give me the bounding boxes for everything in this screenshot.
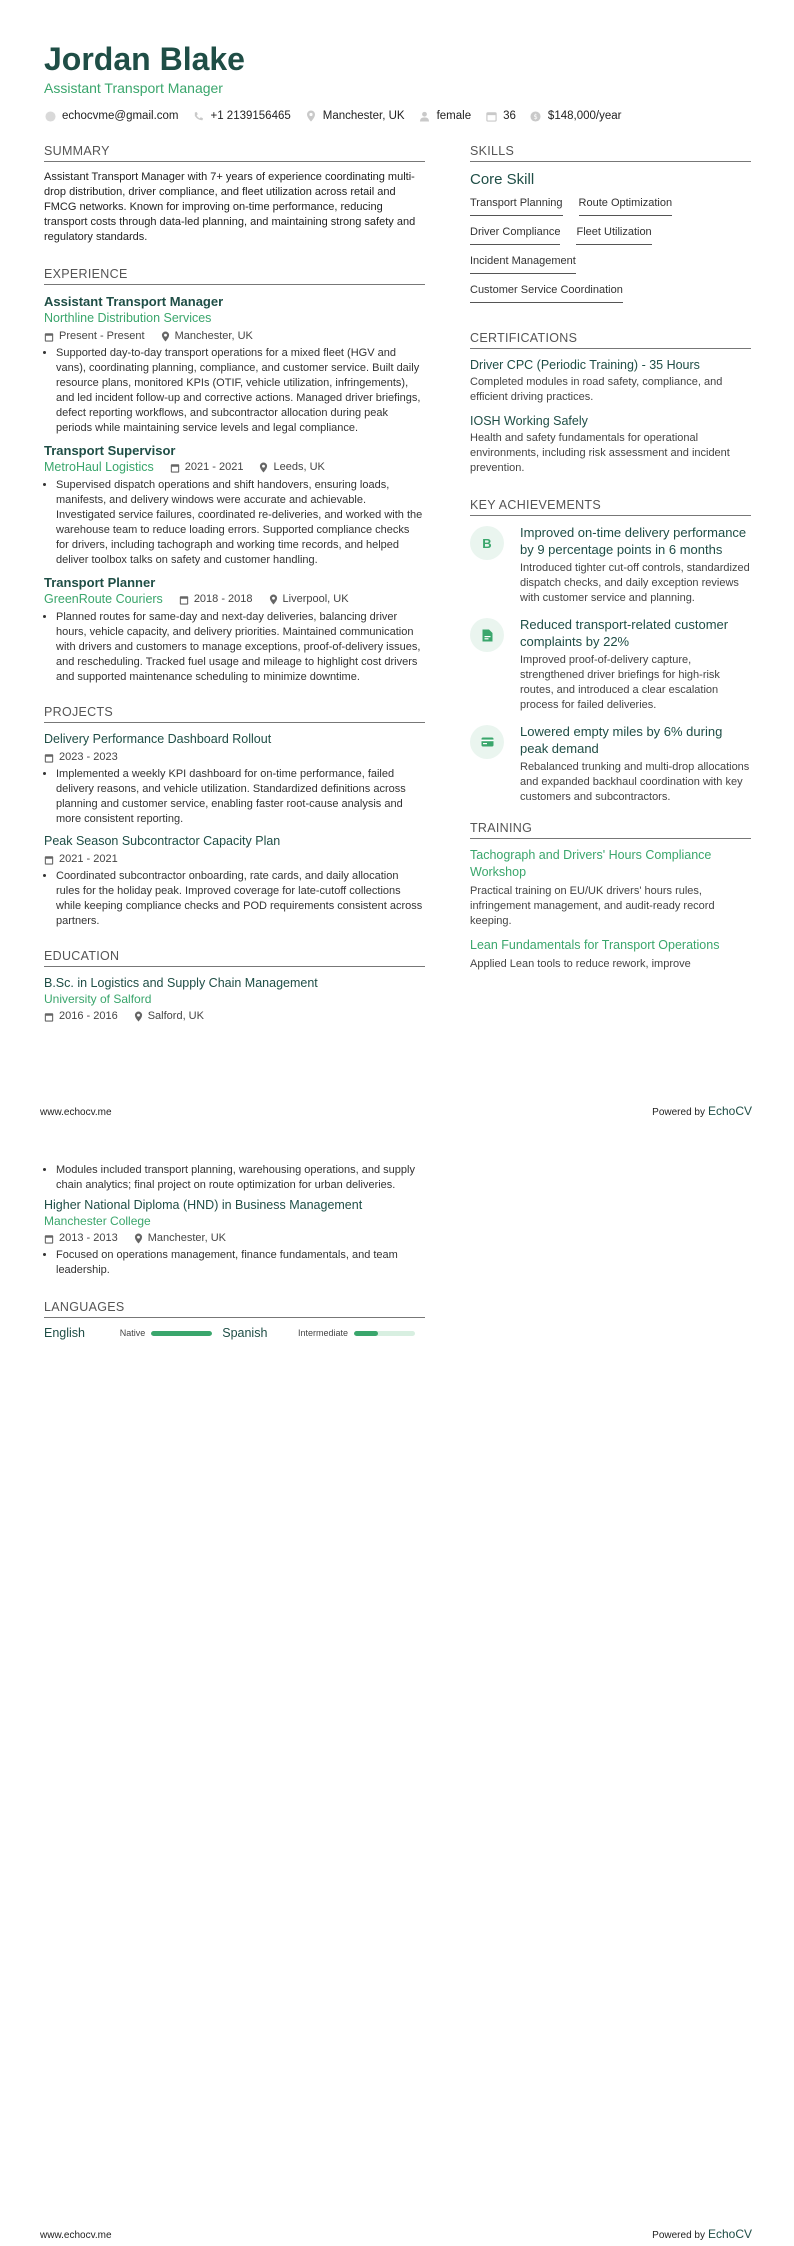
- left-column-continued: [44, 1163, 425, 1340]
- job-bullets: [44, 610, 425, 685]
- card-icon: [470, 725, 504, 759]
- calendar-icon: [44, 753, 54, 763]
- candidate-name: Jordan Blake: [44, 41, 245, 77]
- language-bar-fill: [354, 1331, 378, 1336]
- gender-text: female: [436, 110, 472, 122]
- skill-tag: Customer Service Coordination: [470, 280, 623, 303]
- education-dates: 2016 - 2016: [59, 1010, 118, 1022]
- job-entry: [44, 574, 425, 685]
- job-meta: [44, 459, 425, 476]
- education-degree: B.Sc. in Logistics and Supply Chain Management: [44, 976, 318, 990]
- education-location: Manchester, UK: [147, 1232, 226, 1244]
- job-bullet: • Supervised dispatch operations and shift handovers, ensuring loads, manifests, and delivery windows were accurate and achievable. Investigated service failures, coordinated re-deliveries, and worked with the warehouse team to reduce loading errors. Supported compliance checks for drivers, including tachograph and working time records, and helped deliver toolbox talks on safety and customer handling.: [56, 478, 425, 568]
- training-desc: Practical training on EU/UK drivers' hours rules, infringement management, and audit-ready record keeping.: [470, 885, 715, 927]
- education-school: Manchester College: [44, 1214, 151, 1228]
- education-location: Salford, UK: [147, 1010, 204, 1022]
- page-footer: [40, 2227, 752, 2241]
- left-column: [44, 144, 425, 1024]
- languages-heading: LANGUAGES: [44, 1300, 425, 1318]
- person-icon: [419, 110, 431, 122]
- certification-entry: [470, 357, 751, 405]
- footer-brand: EchoCV: [707, 2227, 752, 2241]
- page-2: [0, 1123, 794, 2246]
- job-title: Assistant Transport Manager: [44, 294, 224, 309]
- language-level: Native: [119, 1328, 146, 1338]
- achievement-entry: [470, 616, 751, 713]
- location-pin-icon: [269, 594, 278, 605]
- money-icon: [530, 110, 542, 122]
- contact-gender: [419, 110, 472, 122]
- calendar-icon: [44, 332, 54, 342]
- certification-entry: [470, 413, 751, 476]
- footer-powered-label: Powered by: [652, 1107, 705, 1118]
- skill-tag: Fleet Utilization: [576, 222, 651, 245]
- skill-tag: Incident Management: [470, 251, 576, 274]
- calendar-icon: [44, 1234, 54, 1244]
- languages-list: [44, 1326, 425, 1340]
- certifications-heading: CERTIFICATIONS: [470, 331, 751, 349]
- training-title: Lean Fundamentals for Transport Operations: [470, 938, 720, 952]
- job-bullet: • Supported day-to-day transport operations for a mixed fleet (HGV and vans), coordinating planning, compliance, and customer service. Built daily resource plans, monitored KPIs (OTIF, vehicle utilization, infringements), and led incident follow-up and corrective actions. Managed driver briefings, defect reporting workflows, and subcontractor allocation during peak periods while maintaining service levels and legal compliance.: [56, 346, 425, 436]
- summary-heading: SUMMARY: [44, 144, 425, 162]
- achievement-entry: [470, 723, 751, 805]
- certification-title: Driver CPC (Periodic Training) - 35 Hours: [470, 358, 700, 372]
- achievement-entry: [470, 524, 751, 606]
- skills-heading: SKILLS: [470, 144, 751, 162]
- phone-text: +1 2139156465: [210, 110, 291, 122]
- right-column: [470, 144, 751, 972]
- calendar-icon: [44, 1012, 54, 1022]
- location-pin-icon: [134, 1233, 143, 1244]
- svg-text:$: $: [533, 112, 539, 121]
- contact-age: [485, 110, 516, 122]
- education-entry: [44, 1197, 425, 1278]
- job-meta: [44, 329, 425, 344]
- location-pin-icon: [134, 1011, 143, 1022]
- email-icon: [44, 110, 56, 122]
- salary-text: $148,000/year: [547, 110, 622, 122]
- contact-salary: [530, 110, 622, 122]
- certification-desc: Health and safety fundamentals for operational environments, including risk assessment and incident prevention.: [470, 432, 730, 474]
- job-dates: 2021 - 2021: [184, 461, 244, 473]
- projects-heading: PROJECTS: [44, 705, 425, 723]
- summary-text: Assistant Transport Manager with 7+ years of experience coordinating multi-drop distribution, driver compliance, and fleet utilization across retail and FMCG networks. Known for improving on-time performance, reducing transport costs through data-led planning, and maintaining strong safety and regulatory standards.: [44, 171, 416, 243]
- job-bullets: [44, 346, 425, 436]
- project-bullet: • Coordinated subcontractor onboarding, rate cards, and daily allocation rules for the holiday peak. Improved coverage for late-cutoff collections while keeping compliance checks and POD requirements consistent across partners.: [56, 869, 425, 929]
- experience-heading: EXPERIENCE: [44, 267, 425, 285]
- project-dates: 2021 - 2021: [59, 853, 118, 865]
- languages-section: [44, 1300, 425, 1340]
- location-pin-icon: [305, 110, 317, 122]
- contact-bar: [44, 110, 750, 122]
- education-section: [44, 949, 425, 1024]
- project-entry: [44, 833, 425, 929]
- projects-section: [44, 705, 425, 929]
- achievement-title: Reduced transport-related customer complaints by 22%: [520, 617, 729, 649]
- skills-section: [470, 144, 751, 309]
- contact-email[interactable]: [44, 110, 179, 122]
- footer-powered-label: Powered by: [652, 2230, 705, 2241]
- calendar-icon: [485, 110, 497, 122]
- job-title: Transport Planner: [44, 575, 156, 590]
- achievements-section: [470, 498, 751, 805]
- project-dates: 2023 - 2023: [59, 751, 118, 763]
- achievement-desc: Introduced tighter cut-off controls, standardized dispatch checks, and daily exception reviews with customer service and planning.: [520, 562, 750, 604]
- training-heading: TRAINING: [470, 821, 751, 839]
- training-entry: [470, 847, 751, 929]
- training-desc: Applied Lean tools to reduce rework, improve: [470, 958, 691, 970]
- location-pin-icon: [161, 331, 170, 342]
- language-bar: [354, 1331, 415, 1336]
- certification-title: IOSH Working Safely: [470, 414, 588, 428]
- job-location: Leeds, UK: [273, 461, 325, 473]
- experience-section: [44, 267, 425, 685]
- footer-brand: EchoCV: [707, 1104, 752, 1118]
- certifications-section: [470, 331, 751, 476]
- certification-desc: Completed modules in road safety, compliance, and efficient driving practices.: [470, 376, 723, 403]
- education-entry: [44, 975, 425, 1024]
- job-bullets: [44, 478, 425, 568]
- footer-site-link[interactable]: www.echocv.me: [40, 2230, 112, 2241]
- achievement-desc: Improved proof-of-delivery capture, strengthened driver briefings for high-risk routes, and introduced a clear escalation process for failed deliveries.: [520, 654, 720, 711]
- achievement-desc: Rebalanced trunking and multi-drop allocations and expanded backhaul coordination with key customers and subcontractors.: [520, 761, 750, 803]
- project-bullet: • Implemented a weekly KPI dashboard for on-time performance, failed delivery reasons, and vehicle utilization. Standardized definitions across planning and customer service, enabling faster root-cause analysis and more consistent reporting.: [56, 767, 425, 827]
- project-title: Peak Season Subcontractor Capacity Plan: [44, 834, 281, 848]
- achievement-title: Lowered empty miles by 6% during peak demand: [520, 724, 723, 756]
- contact-phone[interactable]: [193, 110, 291, 122]
- age-text: 36: [503, 110, 516, 122]
- job-company: GreenRoute Couriers: [44, 592, 163, 606]
- language-name: Spanish: [222, 1326, 268, 1340]
- skills-list: [470, 193, 751, 309]
- location-text: Manchester, UK: [322, 110, 405, 122]
- location-pin-icon: [259, 462, 268, 473]
- job-entry: [44, 442, 425, 568]
- project-entry: [44, 731, 425, 827]
- education-degree: Higher National Diploma (HND) in Business Management: [44, 1198, 363, 1212]
- training-entry: [470, 937, 751, 972]
- achievement-title: Improved on-time delivery performance by 9 percentage points in 6 months: [520, 525, 747, 557]
- calendar-icon: [44, 855, 54, 865]
- job-entry: [44, 293, 425, 436]
- job-dates: 2018 - 2018: [193, 593, 253, 605]
- skill-tag: Transport Planning: [470, 193, 563, 216]
- job-location: Liverpool, UK: [282, 593, 349, 605]
- candidate-title: Assistant Transport Manager: [44, 80, 223, 96]
- training-section: [470, 821, 751, 972]
- skill-tag: Driver Compliance: [470, 222, 560, 245]
- badge-b-icon: B: [470, 526, 504, 560]
- document-icon: [470, 618, 504, 652]
- contact-location: [305, 110, 405, 122]
- calendar-icon: [170, 463, 180, 473]
- resume-header: [44, 40, 750, 122]
- job-company: Northline Distribution Services: [44, 311, 212, 325]
- footer-site-link[interactable]: www.echocv.me: [40, 1107, 112, 1118]
- achievements-heading: KEY ACHIEVEMENTS: [470, 498, 751, 516]
- education-heading: EDUCATION: [44, 949, 425, 967]
- training-title: Tachograph and Drivers' Hours Compliance Workshop: [470, 848, 712, 879]
- skill-group-title: Core Skill: [470, 171, 535, 188]
- job-company: MetroHaul Logistics: [44, 460, 154, 474]
- job-location: Manchester, UK: [174, 330, 253, 342]
- project-title: Delivery Performance Dashboard Rollout: [44, 732, 272, 746]
- calendar-icon: [179, 595, 189, 605]
- job-dates: Present - Present: [59, 330, 145, 342]
- page-footer: [40, 1104, 752, 1118]
- education-entry: [44, 1163, 425, 1193]
- summary-section: [44, 144, 425, 245]
- job-title: Transport Supervisor: [44, 443, 176, 458]
- education-bullet: • Modules included transport planning, warehousing operations, and supply chain analytics; final project on route optimization for urban deliveries.: [56, 1163, 425, 1193]
- education-bullet: • Focused on operations management, finance fundamentals, and team leadership.: [56, 1248, 425, 1278]
- language-bar: [151, 1331, 212, 1336]
- language-name: English: [44, 1326, 85, 1340]
- job-meta: [44, 591, 425, 608]
- language-bar-fill: [151, 1331, 212, 1336]
- education-dates: 2013 - 2013: [59, 1232, 118, 1244]
- skill-tag: Route Optimization: [579, 193, 673, 216]
- language-level: Intermediate: [297, 1328, 349, 1338]
- phone-icon: [193, 110, 205, 122]
- job-bullet: • Planned routes for same-day and next-day deliveries, balancing driver hours, vehicle capacity, and delivery priorities. Maintained communication with drivers and customers to manage exceptions, proof-of-delivery issues, and rescheduling. Tracked fuel usage and mileage to highlight cost drivers and supported maintenance scheduling to minimize downtime.: [56, 610, 425, 685]
- education-school: University of Salford: [44, 992, 152, 1006]
- email-text: echocvme@gmail.com: [62, 110, 179, 122]
